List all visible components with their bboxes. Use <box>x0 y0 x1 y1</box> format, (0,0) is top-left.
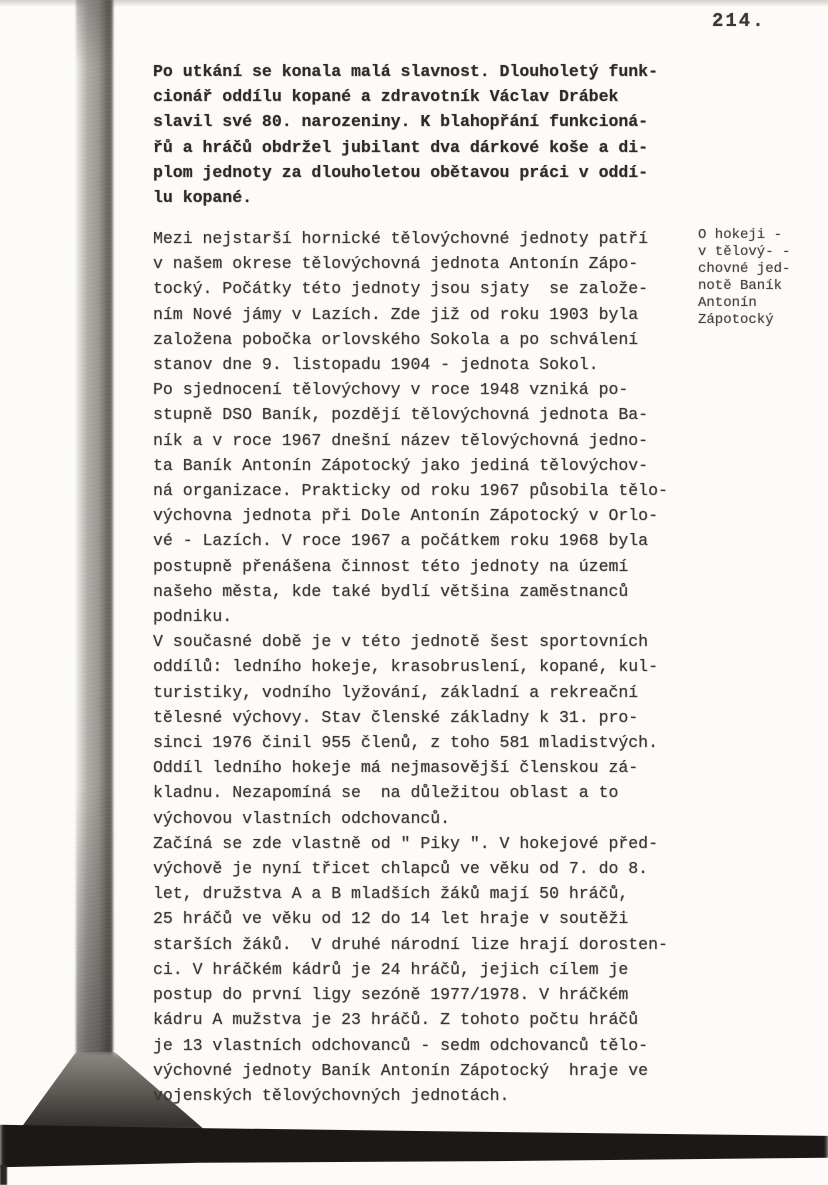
text-line: ník a v roce 1967 dnešní název tělovýchovná jedno- <box>153 430 649 450</box>
text-line: ci. V hráčkém kádrů je 24 hráčů, jejich cílem je <box>153 959 629 979</box>
margin-note-line: Zápotocký <box>698 312 774 328</box>
text-line: kádru A mužstva je 23 hráčů. Z tohoto počtu hráčů <box>153 1010 639 1030</box>
margin-note <box>698 227 790 329</box>
text-line: Po utkání se konala malá slavnost. Dlouholetý funk- <box>153 62 658 81</box>
text-line: turistiky, vodního lyžování, základní a rekreační <box>153 682 639 702</box>
text-line: Oddíl ledního hokeje má nejmasovější členskou zá- <box>153 758 639 778</box>
text-line: založena pobočka orlovského Sokola a po schválení <box>153 329 639 349</box>
text-line: vojenských tělovýchovných jednotách. <box>153 1085 510 1105</box>
text-line: postup do první ligy sezóně 1977/1978. V hráčkém <box>153 985 629 1005</box>
text-line: Začíná se zde vlastně od " Piky ". V hokejové před- <box>153 833 658 853</box>
opening-paragraph <box>153 59 658 210</box>
page-number: 214. <box>712 10 766 32</box>
text-line: kladnu. Nezapomíná se na důležitou oblast a to <box>153 783 619 803</box>
margin-note-line: O hokeji - <box>698 227 783 243</box>
text-line: starších žáků. V druhé národní lize hrají dorosten- <box>153 934 668 954</box>
margin-note-line: chovné jed- <box>698 261 791 277</box>
text-line: v našem okrese tělovýchovná jednota Antonín Zápo- <box>153 254 639 274</box>
text-line: tocký. Počátky této jednoty jsou sjaty se založe- <box>153 279 649 299</box>
text-line: oddílů: ledního hokeje, krasobruslení, kopané, kul- <box>153 657 658 677</box>
text-line: výchovné jednoty Baník Antonín Zápotocký hraje ve <box>153 1060 649 1080</box>
text-line: ta Baník Antonín Zápotocký jako jediná tělovýchov- <box>153 455 649 475</box>
margin-note-line: v tělový- - <box>698 244 791 260</box>
text-line: Mezi nejstarší hornické tělovýchovné jednoty patří <box>153 229 649 248</box>
bottom-left-corner-mark <box>0 1165 7 1185</box>
text-line: vé - Lazích. V roce 1967 a počátkem roku 1968 byla <box>153 531 649 551</box>
text-line: výchově je nyní třicet chlapců ve věku od 7. do 8. <box>153 859 649 879</box>
margin-note-line: notě Baník <box>698 278 783 294</box>
text-line: řů a hráčů obdržel jubilant dva dárkové koše a di- <box>153 137 649 157</box>
text-line: výchovou vlastních odchovanců. <box>153 808 451 828</box>
text-line: plom jednoty za dlouholetou obětavou práci v oddí- <box>153 162 649 182</box>
text-line: je 13 vlastních odchovanců - sedm odchovanců tělo- <box>153 1035 649 1055</box>
body-text <box>153 226 668 1108</box>
text-line: slavil své 80. narozeniny. K blahopřání funkcioná- <box>153 112 649 132</box>
text-line: stupně DSO Baník, pozdějí tělovýchovná jednota Ba- <box>153 405 649 425</box>
text-line: podniku. <box>153 607 233 627</box>
text-line: sinci 1976 činil 955 členů, z toho 581 mladistvých. <box>153 733 658 753</box>
text-line: V současné době je v této jednotě šest sportovních <box>153 632 649 652</box>
book-binding-shadow <box>76 0 113 1092</box>
text-line: Po sjednocení tělovýchovy v roce 1948 vzniká po- <box>153 380 629 400</box>
text-line: výchovna jednota při Dole Antonín Zápotocký v Orlo- <box>153 506 658 526</box>
text-line: postupně přenášena činnost této jednoty na území <box>153 556 629 576</box>
text-line: ná organizace. Prakticky od roku 1967 působila tělo- <box>153 481 668 501</box>
margin-note-line: Antonín <box>698 295 757 311</box>
text-line: lu kopané. <box>153 188 253 208</box>
text-line: cionář oddílu kopané a zdravotník Václav Drábek <box>153 87 619 107</box>
text-line: našeho města, kde také bydlí většina zaměstnanců <box>153 581 629 601</box>
scan-top-edge-shadow <box>0 0 828 7</box>
text-line: tělesné výchovy. Stav členské základny k 31. pro- <box>153 707 639 727</box>
text-line: let, družstva A a B mladších žáků mají 50 hráčů, <box>153 884 629 904</box>
text-line: ním Nové jámy v Lazích. Zde již od roku 1903 byla <box>153 304 639 324</box>
text-line: stanov dne 9. listopadu 1904 - jednota Sokol. <box>153 355 599 375</box>
text-line: 25 hráčů ve věku od 12 do 14 let hraje v soutěži <box>153 909 629 929</box>
